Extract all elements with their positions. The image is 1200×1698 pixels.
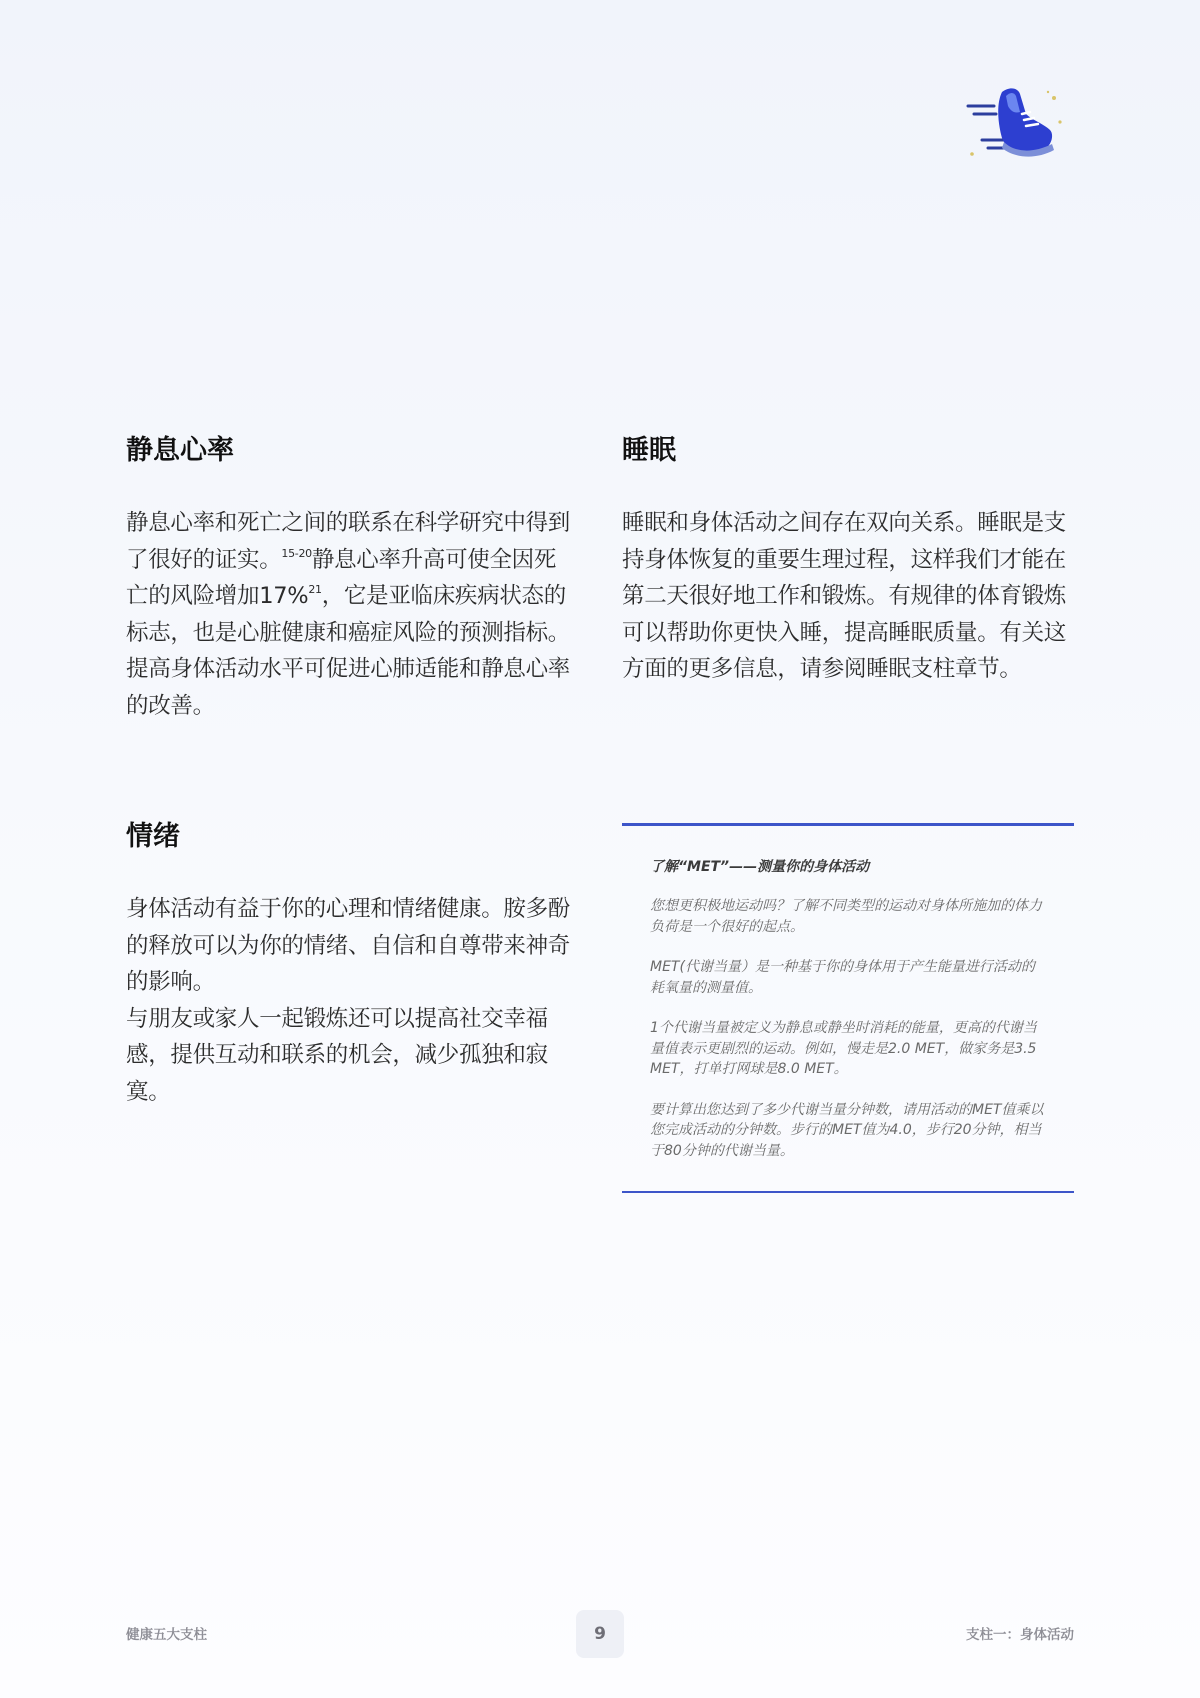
footer-right-label: 支柱一：身体活动 (966, 1627, 1074, 1643)
section-body (126, 891, 578, 1110)
body-text: ，它是亚临床疾病状态的标志，也是心脏健康和癌症风险的预测指标。提高身体活动水平可促进心肺适能和静息心率的改善。 (126, 583, 571, 719)
section-title: 睡眠 (622, 435, 676, 466)
met-box-paragraph: 1个代谢当量被定义为静息或静坐时消耗的能量，更高的代谢当量值表示更剧烈的运动。例如，慢走是2.0 MET，做家务是3.5 MET，打单打网球是8.0 MET。 (650, 1020, 1037, 1077)
met-box-title: 了解“MET”——测量你的身体活动 (650, 859, 870, 875)
body-text: 静息心率升高可使全因死亡的风险增加17% (126, 546, 557, 609)
section-title: 情绪 (126, 821, 180, 852)
body-text: 身体活动有益于你的心理和情绪健康。胺多酚的释放可以为你的情绪、自信和自尊带来神奇的影响。 (126, 896, 571, 995)
met-box-paragraph: 您想更积极地运动吗？了解不同类型的运动对身体所施加的体力负荷是一个很好的起点。 (650, 898, 1042, 935)
footer-left-label: 健康五大支柱 (126, 1627, 207, 1643)
section-title: 静息心率 (126, 435, 234, 466)
running-shoe-icon (962, 84, 1070, 166)
section-body (126, 505, 578, 724)
citation-ref: 21 (308, 583, 322, 596)
met-box-paragraph: MET(代谢当量）是一种基于你的身体用于产生能量进行活动的耗氧量的测量值。 (650, 959, 1035, 996)
body-text: 与朋友或家人一起锻炼还可以提高社交幸福感，提供互动和联系的机会，减少孤独和寂寞。 (126, 1005, 548, 1105)
section-sleep (622, 433, 1074, 688)
section-body: 睡眠和身体活动之间存在双向关系。睡眠是支持身体恢复的重要生理过程，这样我们才能在第二天很好地工作和锻炼。有规律的体育锻炼可以帮助你更快入睡，提高睡眠质量。有关这方面的更多信息，请参阅睡眠支柱章节。 (622, 510, 1067, 682)
section-heart-rate (126, 433, 578, 724)
met-info-box (622, 823, 1074, 1193)
section-mood (126, 819, 578, 1110)
page-number: 9 (576, 1610, 624, 1658)
met-box-paragraph: 要计算出您达到了多少代谢当量分钟数，请用活动的MET值乘以您完成活动的分钟数。步行的MET值为4.0，步行20分钟，相当于80分钟的代谢当量。 (650, 1101, 1044, 1159)
body-text: 静息心率和死亡之间的联系在科学研究中得到了很好的证实。 (126, 510, 571, 573)
citation-ref: 15-20 (281, 546, 312, 560)
